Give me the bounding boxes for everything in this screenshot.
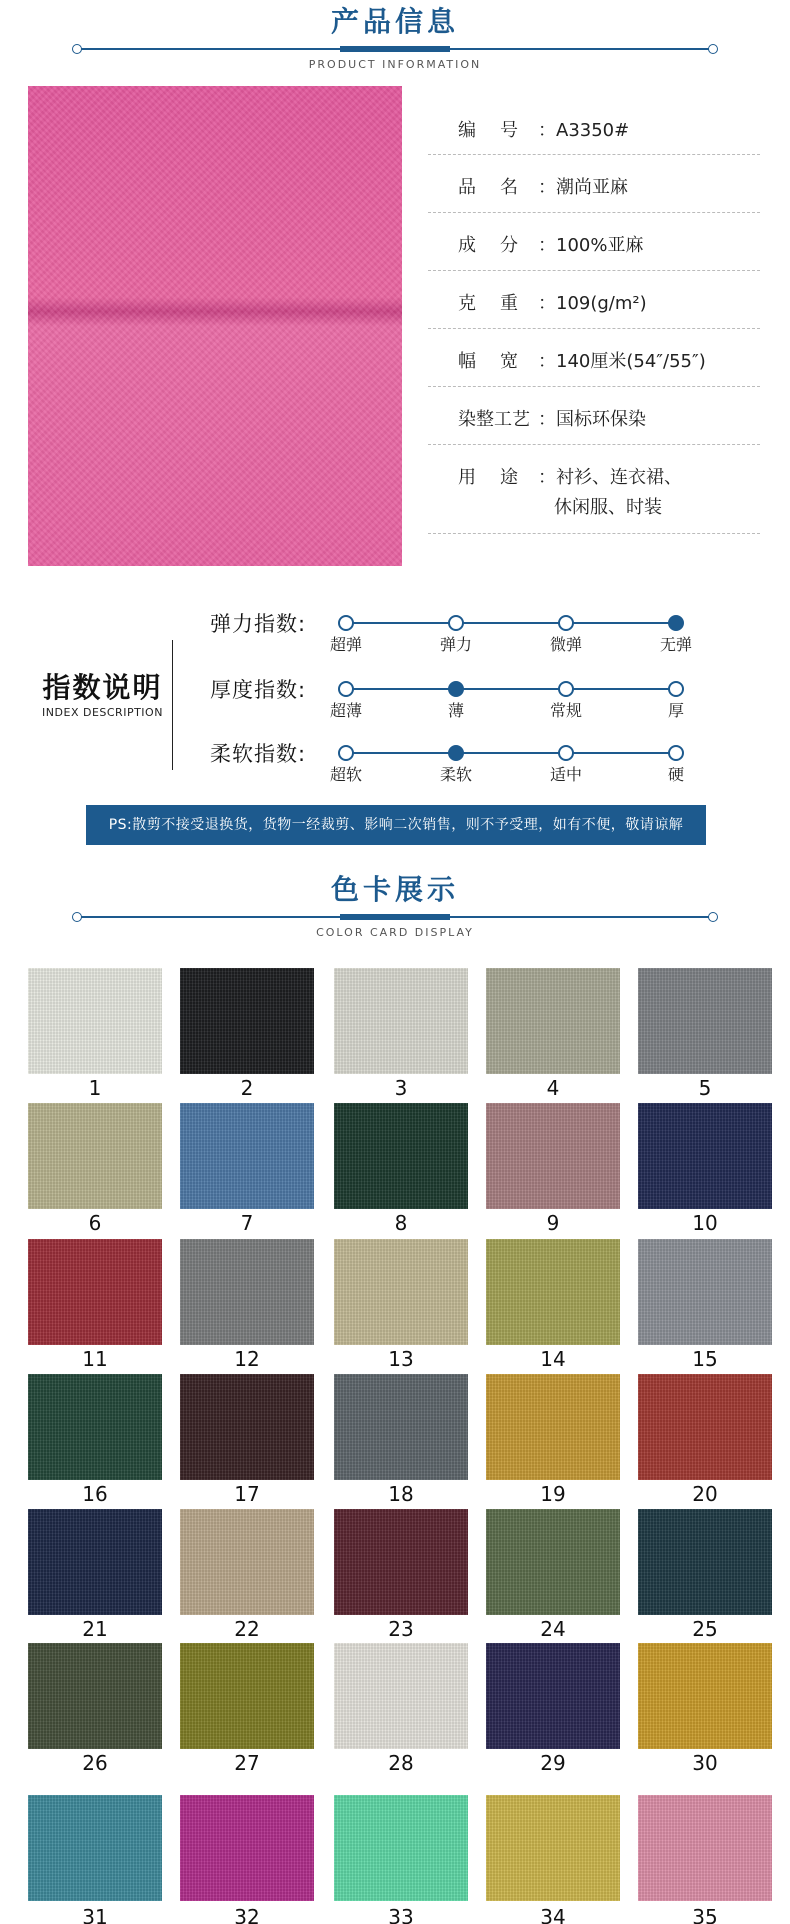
ps-notice-banner: PS:散剪不接受退换货，货物一经裁剪、影响二次销售，则不予受理，如有不便，敬请谅解	[86, 805, 706, 845]
info-key: 用途	[458, 467, 542, 488]
info-value: ：国标环保染	[538, 409, 646, 430]
color-swatch	[638, 1374, 772, 1480]
index-title-block	[40, 670, 165, 720]
color-swatch	[28, 1239, 162, 1345]
color-swatch-number: 1	[88, 1076, 102, 1100]
color-swatch-number: 7	[240, 1211, 254, 1235]
color-swatch	[486, 1374, 620, 1480]
color-swatch	[486, 1643, 620, 1749]
color-swatch	[334, 1103, 468, 1209]
color-swatch-number: 19	[540, 1482, 566, 1506]
index-option-label: 超薄	[329, 701, 362, 720]
color-swatch	[334, 1643, 468, 1749]
color-swatch-number: 13	[388, 1347, 414, 1371]
info-key: 编号	[458, 120, 542, 141]
index-divider	[172, 640, 173, 770]
index-subtitle: INDEX DESCRIPTION	[42, 706, 163, 719]
color-swatch-number: 14	[540, 1347, 566, 1371]
index-option-label: 厚	[667, 701, 684, 720]
index-track	[346, 622, 676, 624]
info-value: ：潮尚亚麻	[538, 177, 628, 198]
color-swatch	[334, 968, 468, 1074]
index-level-dot	[448, 681, 464, 697]
color-swatch	[28, 1103, 162, 1209]
color-swatch	[334, 1509, 468, 1615]
color-swatch-number: 28	[388, 1751, 414, 1775]
info-key: 克重	[458, 293, 542, 314]
index-option-label: 硬	[667, 765, 684, 784]
product-info-subtitle-wrap	[0, 58, 790, 72]
info-key: 幅宽	[458, 351, 542, 372]
color-swatch	[28, 1374, 162, 1480]
color-swatch-number: 21	[82, 1617, 108, 1641]
color-swatch	[28, 1509, 162, 1615]
color-swatch-number: 26	[82, 1751, 108, 1775]
color-swatch	[638, 1103, 772, 1209]
color-swatch-number: 25	[692, 1617, 718, 1641]
color-swatch	[180, 1239, 314, 1345]
color-swatch	[486, 1239, 620, 1345]
color-swatch-number: 17	[234, 1482, 260, 1506]
info-row-finishing	[428, 387, 760, 445]
index-option-label: 弹力	[439, 635, 472, 654]
color-swatch	[180, 1103, 314, 1209]
index-level-dot	[668, 681, 684, 697]
info-value: ：109(g/m²)	[538, 293, 647, 314]
index-option-label: 超弹	[329, 635, 362, 654]
color-swatch-number: 8	[394, 1211, 408, 1235]
color-swatch	[486, 1795, 620, 1901]
index-level-dot	[558, 745, 574, 761]
color-swatch-number: 4	[546, 1076, 560, 1100]
product-info-divider	[80, 48, 710, 50]
info-value: ：衬衫、连衣裙、	[538, 467, 682, 488]
color-swatch-number: 22	[234, 1617, 260, 1641]
color-swatch	[334, 1374, 468, 1480]
info-row-code	[428, 100, 760, 155]
index-level-dot	[668, 615, 684, 631]
color-swatch	[638, 1509, 772, 1615]
index-option-label: 适中	[549, 765, 582, 784]
color-swatch-number: 30	[692, 1751, 718, 1775]
color-swatch-number: 33	[388, 1905, 414, 1924]
color-swatch-number: 20	[692, 1482, 718, 1506]
color-swatch-number: 27	[234, 1751, 260, 1775]
info-value: ：140厘米(54″/55″)	[538, 351, 706, 372]
index-option-label: 柔软	[439, 765, 472, 784]
color-swatch-number: 23	[388, 1617, 414, 1641]
color-card-subtitle-wrap	[0, 926, 790, 940]
color-swatch-number: 34	[540, 1905, 566, 1924]
color-swatch-number: 15	[692, 1347, 718, 1371]
index-row-label: 厚度指数:	[210, 678, 307, 702]
info-row-usage	[428, 445, 760, 534]
color-swatch	[486, 968, 620, 1074]
color-swatch	[486, 1103, 620, 1209]
color-swatch-number: 31	[82, 1905, 108, 1924]
color-swatch-number: 2	[240, 1076, 254, 1100]
index-option-label: 超软	[329, 765, 362, 784]
color-card-header	[0, 872, 790, 908]
info-row-composition	[428, 213, 760, 271]
index-option-label: 常规	[549, 701, 582, 720]
color-swatch	[180, 968, 314, 1074]
color-swatch-number: 35	[692, 1905, 718, 1924]
color-card-title: 色卡展示	[330, 873, 459, 906]
color-swatch-number: 10	[692, 1211, 718, 1235]
index-level-dot	[558, 615, 574, 631]
info-key: 品名	[458, 177, 542, 198]
color-swatch	[28, 1643, 162, 1749]
info-value-line2: 休闲服、时装	[554, 497, 662, 518]
product-info-table	[428, 100, 760, 534]
color-swatch	[486, 1509, 620, 1615]
index-title: 指数说明	[42, 671, 163, 704]
color-swatch-number: 24	[540, 1617, 566, 1641]
index-level-dot	[338, 615, 354, 631]
color-card-divider	[80, 916, 710, 918]
index-level-dot	[338, 745, 354, 761]
color-card-subtitle: COLOR CARD DISPLAY	[316, 926, 474, 939]
color-swatch-number: 5	[698, 1076, 712, 1100]
index-track	[346, 688, 676, 690]
color-swatch-number: 12	[234, 1347, 260, 1371]
color-swatch-number: 3	[394, 1076, 408, 1100]
fabric-photo	[28, 86, 402, 566]
index-row-label: 弹力指数:	[210, 612, 307, 636]
index-row-softness	[210, 738, 710, 788]
index-level-dot	[558, 681, 574, 697]
color-swatch	[334, 1239, 468, 1345]
index-row-elasticity	[210, 608, 710, 658]
info-row-name	[428, 155, 760, 213]
color-swatch-number: 11	[82, 1347, 108, 1371]
color-swatch	[638, 968, 772, 1074]
index-option-label: 无弹	[659, 635, 692, 654]
index-row-label: 柔软指数:	[210, 742, 307, 766]
color-swatch	[180, 1509, 314, 1615]
info-key: 成分	[458, 235, 542, 256]
index-level-dot	[668, 745, 684, 761]
info-row-width	[428, 329, 760, 387]
info-key: 染整工艺	[458, 409, 530, 430]
color-swatch	[180, 1374, 314, 1480]
index-level-dot	[338, 681, 354, 697]
color-swatch-number: 29	[540, 1751, 566, 1775]
product-info-title: 产品信息	[330, 5, 459, 38]
color-swatch	[180, 1795, 314, 1901]
index-level-dot	[448, 615, 464, 631]
info-value: ：100%亚麻	[538, 235, 644, 256]
color-swatch	[638, 1643, 772, 1749]
color-swatch	[638, 1239, 772, 1345]
color-swatch	[28, 1795, 162, 1901]
info-value: ：A3350#	[538, 120, 630, 141]
product-info-header	[0, 4, 790, 40]
color-swatch-number: 32	[234, 1905, 260, 1924]
index-option-label: 微弹	[549, 635, 582, 654]
color-swatch	[180, 1643, 314, 1749]
index-row-thickness	[210, 674, 710, 724]
color-swatch	[334, 1795, 468, 1901]
product-info-subtitle: PRODUCT INFORMATION	[308, 58, 482, 71]
color-swatch-number: 6	[88, 1211, 102, 1235]
info-row-weight	[428, 271, 760, 329]
color-swatch-number: 16	[82, 1482, 108, 1506]
color-swatch	[638, 1795, 772, 1901]
color-swatch-number: 18	[388, 1482, 414, 1506]
color-swatch-number: 9	[546, 1211, 560, 1235]
index-option-label: 薄	[447, 701, 464, 720]
color-swatch	[28, 968, 162, 1074]
index-level-dot	[448, 745, 464, 761]
index-track	[346, 752, 676, 754]
